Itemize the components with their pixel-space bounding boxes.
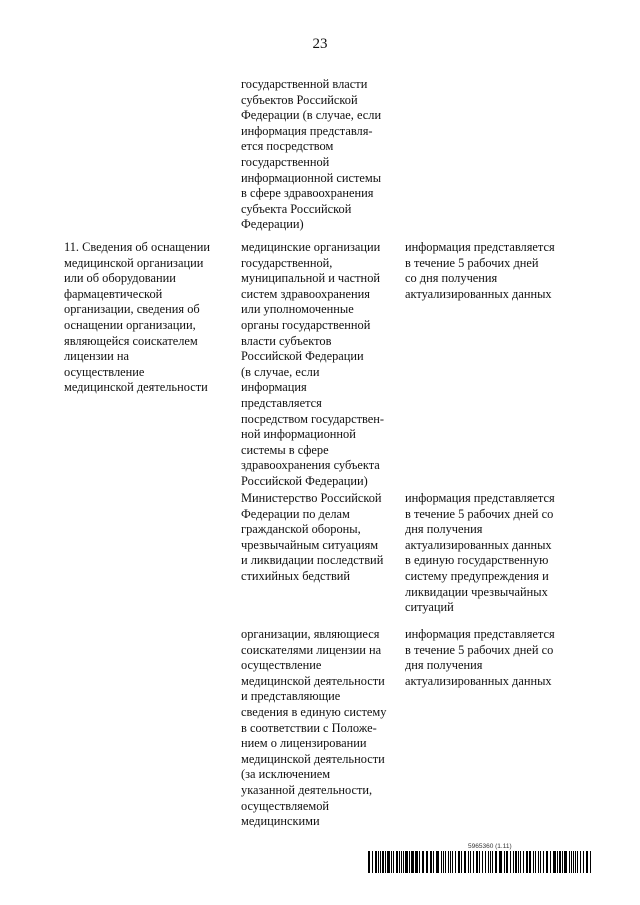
timing-emergency-ministry: информация представляется в течение 5 рабочих дней со дня получения актуализированных данных в единую государственную систему предупреждения и ликвидации чрезвычайных ситуаций [405,491,555,615]
barcode-icon [368,851,594,873]
provider-license-applicants: организации, являющиеся соискателями лицензии на осуществление медицинской деятельности и представляющие сведения в единую систему в соответствии с Положе- нием о лицензировании медицинской деятельности (за исключением указанной деятельности, осуществляемой медицинскими [241,627,387,829]
barcode-code-text: 5965360 (1.11) [468,843,512,850]
item-11-description: 11. Сведения об оснащении медицинской организации или об оборудовании фармацевтической организации, сведения об оснащении организации, являющейся соискателем лицензии на осуществление медицинской деятельности [64,240,211,395]
provider-emergency-ministry: Министерство Российской Федерации по делам гражданской обороны, чрезвычайным ситуациям и ликвидации последствий стихийных бедствий [241,491,384,583]
page-number: 23 [312,36,328,52]
document-barcode [368,843,594,873]
timing-medical-organizations: информация представляется в течение 5 рабочих дней со дня получения актуализированных данных [405,240,555,301]
continued-provider-cell: государственной власти субъектов Российской Федерации (в случае, если информация представля- ется посредством государственной информационной системы в сфере здравоохранения субъекта Российской Федерации) [241,77,382,232]
timing-license-applicants: информация представляется в течение 5 рабочих дней со дня получения актуализированных данных [405,627,555,688]
provider-medical-organizations: медицинские организации государственной, муниципальной и частной систем здравоохранения или уполномоченные органы государственной власти субъектов Российской Федерации (в случае, если информация представляется посредством государствен- ной информационной системы в сфере здравоохранения субъекта Российской Федерации) [241,240,385,488]
